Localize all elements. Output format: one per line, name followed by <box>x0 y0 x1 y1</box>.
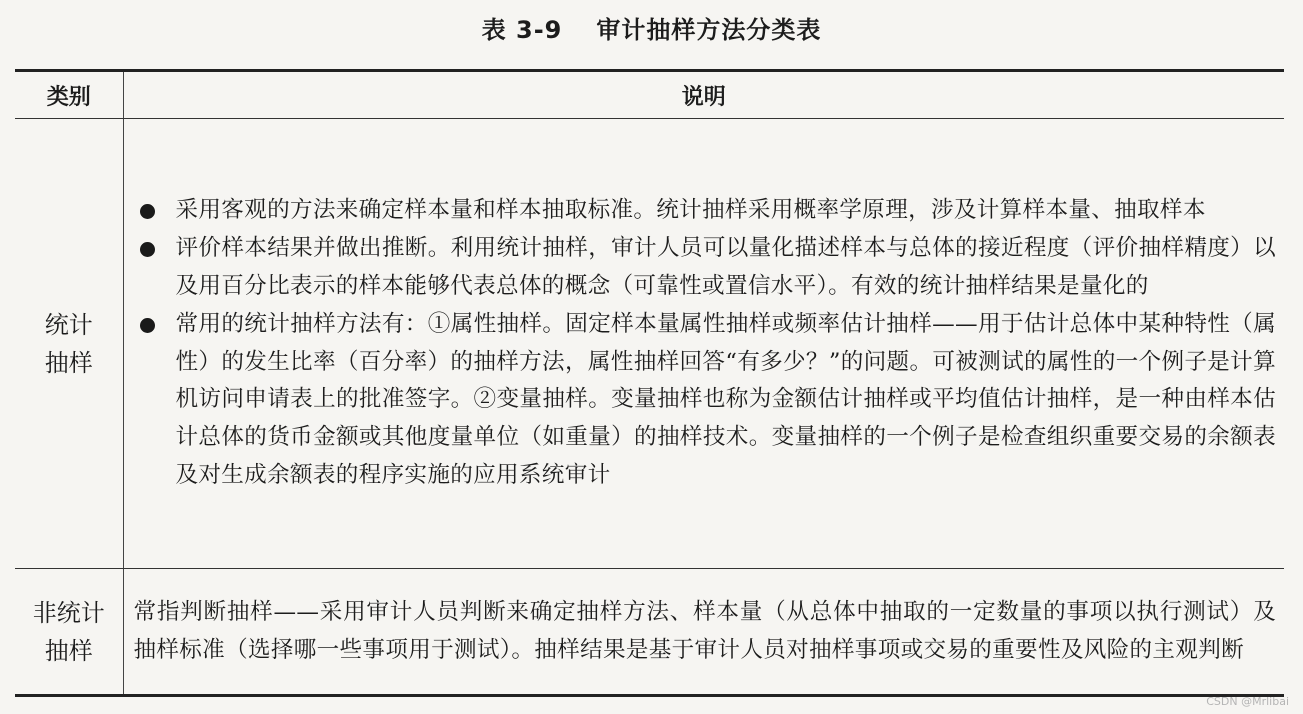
bullet-list <box>124 192 1285 494</box>
description-text: 常指判断抽样——采用审计人员判断来确定抽样方法、样本量（从总体中抽取的一定数量的事项以执行测试）及抽样标准（选择哪一些事项用于测试）。抽样结果是基于审计人员对抽样事项或交易的重要性及风险的主观判断 <box>133 598 1276 663</box>
bullet-text: 采用客观的方法来确定样本量和样本抽取标准。统计抽样采用概率学原理，涉及计算样本量、抽取样本 <box>175 197 1206 224</box>
source-watermark: CSDN @Mrlibai <box>1206 695 1289 708</box>
bullet-text: 评价样本结果并做出推断。利用统计抽样，审计人员可以量化描述样本与总体的接近程度（评价抽样精度）以及用百分比表示的样本能够代表总体的概念（可靠性或置信水平）。有效的统计抽样结果是量化的 <box>175 235 1276 299</box>
description-cell-nonstatistical <box>123 569 1284 696</box>
list-item <box>124 192 1285 230</box>
table-header-row <box>15 71 1284 119</box>
category-label-line1: 非统计 <box>32 598 105 627</box>
bullet-icon <box>140 242 155 257</box>
table-row-statistical <box>15 119 1284 569</box>
classification-table <box>15 69 1284 697</box>
table-caption <box>0 10 1303 45</box>
header-category: 类别 <box>15 71 123 119</box>
category-label-line2: 抽样 <box>44 348 93 377</box>
category-cell-statistical <box>15 119 123 569</box>
table-row-nonstatistical <box>15 569 1284 696</box>
category-label-line1: 统计 <box>44 310 93 339</box>
header-description: 说明 <box>123 71 1284 119</box>
description-cell-statistical <box>123 119 1284 569</box>
table-number: 表 3-9 <box>481 16 563 44</box>
list-item <box>124 230 1285 306</box>
table-title: 审计抽样方法分类表 <box>596 16 822 44</box>
category-cell-nonstatistical <box>15 569 123 696</box>
bullet-icon <box>140 204 155 219</box>
category-label-line2: 抽样 <box>44 636 93 665</box>
bullet-icon <box>140 318 155 333</box>
bullet-text: 常用的统计抽样方法有：①属性抽样。固定样本量属性抽样或频率估计抽样——用于估计总体中某种特性（属性）的发生比率（百分率）的抽样方法，属性抽样回答“有多少？”的问题。可被测试的属性的一个例子是计算机访问申请表上的批准签字。②变量抽样。变量抽样也称为金额估计抽样或平均值估计抽样，是一种由样本估计总体的货币金额或其他度量单位（如重量）的抽样技术。变量抽样的一个例子是检查组织重要交易的余额表及对生成余额表的程序实施的应用系统审计 <box>175 310 1276 488</box>
list-item <box>124 306 1285 495</box>
